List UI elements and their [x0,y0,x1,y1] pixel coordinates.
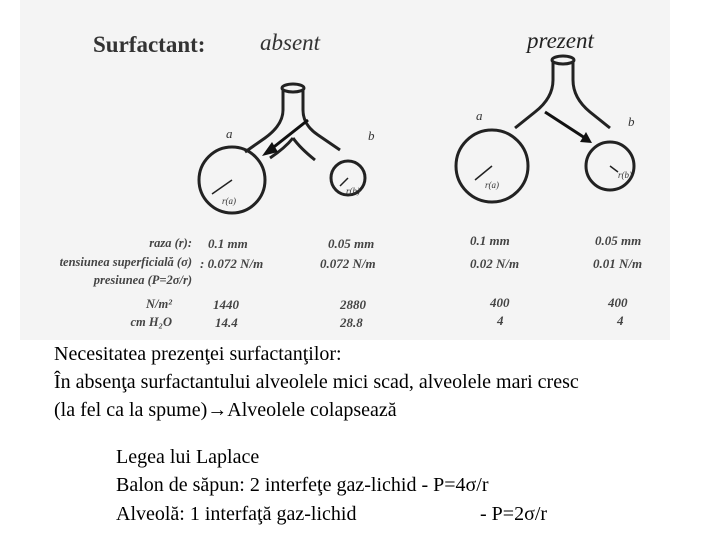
left-airway-top [282,84,304,92]
text-laplace-balon: Balon de săpun: 2 interfeţe gaz-lichid - P=4σ/r [116,474,489,496]
arrow-right-icon: → [207,399,228,421]
right-airway-top [552,56,574,64]
right-label-a: a [476,108,483,123]
right-radius-b-line [610,166,618,172]
left-alveoli-pair [199,84,365,213]
col1-tensiune: : 0.072 N/m [200,256,264,271]
text-laplace-alveola-formula: - P=2σ/r [480,503,548,525]
right-flow-arrow [545,112,585,138]
right-radius-a-line [475,166,492,180]
row-label-cmh2o: cm H₂O [130,315,172,329]
right-alveoli-pair [456,56,634,202]
text-laplace-title: Legea lui Laplace [116,446,260,468]
text-spume: (la fel ca la spume) [54,399,208,421]
left-label-b: b [368,128,375,143]
col3-cmh2o: 4 [497,313,504,328]
text-line-spume [54,399,397,422]
row-label-raza: raza (r): [149,236,192,250]
left-label-rb: r(b) [346,186,360,196]
right-label-ra: r(a) [485,180,499,190]
left-airway-inner [270,138,315,160]
text-laplace-alveola: Alveolă: 1 interfaţă gaz-lichid [116,503,357,525]
row-label-presiunea: presiunea (P=2σ/r) [93,273,192,287]
right-airway-outline-right [573,62,610,128]
col3-raza: 0.1 mm [470,233,510,248]
left-radius-b-line [340,178,348,186]
col2-raza: 0.05 mm [328,236,375,251]
right-label-b: b [628,114,635,129]
text-line-absenta: În absenţa surfactantului alveolele mici scad, alveolele mari cresc [54,371,579,393]
col2-tensiune: 0.072 N/m [320,256,376,271]
col4-raza: 0.05 mm [595,233,642,248]
left-label-ra: r(a) [222,196,236,206]
right-label-rb: r(b) [618,170,632,180]
prezent-heading: prezent [527,28,594,53]
absent-heading: absent [260,30,321,55]
surfactant-heading: Surfactant: [93,32,206,57]
col1-raza: 0.1 mm [208,236,248,251]
col2-nm2: 2880 [340,297,366,312]
col1-nm2: 1440 [213,297,239,312]
left-radius-a-line [212,180,232,194]
col3-nm2: 400 [490,295,510,310]
col4-nm2: 400 [608,295,628,310]
col4-cmh2o: 4 [617,313,624,328]
col1-cmh2o: 14.4 [215,315,238,330]
right-airway-outline-left [515,62,553,128]
col2-cmh2o: 28.8 [340,315,363,330]
text-line-necesitatea: Necesitatea prezenţei surfactanţilor: [54,343,342,365]
row-label-nm2: N/m² [146,297,172,311]
col3-tensiune: 0.02 N/m [470,256,520,271]
col4-tensiune: 0.01 N/m [593,256,643,271]
left-flow-arrow [270,120,308,150]
row-label-tensiunea: tensiunea superficială (σ) [59,255,192,269]
left-airway-outline-right [303,90,340,150]
text-colapseaza: Alveolele colapsează [227,399,397,421]
left-label-a: a [226,126,233,141]
